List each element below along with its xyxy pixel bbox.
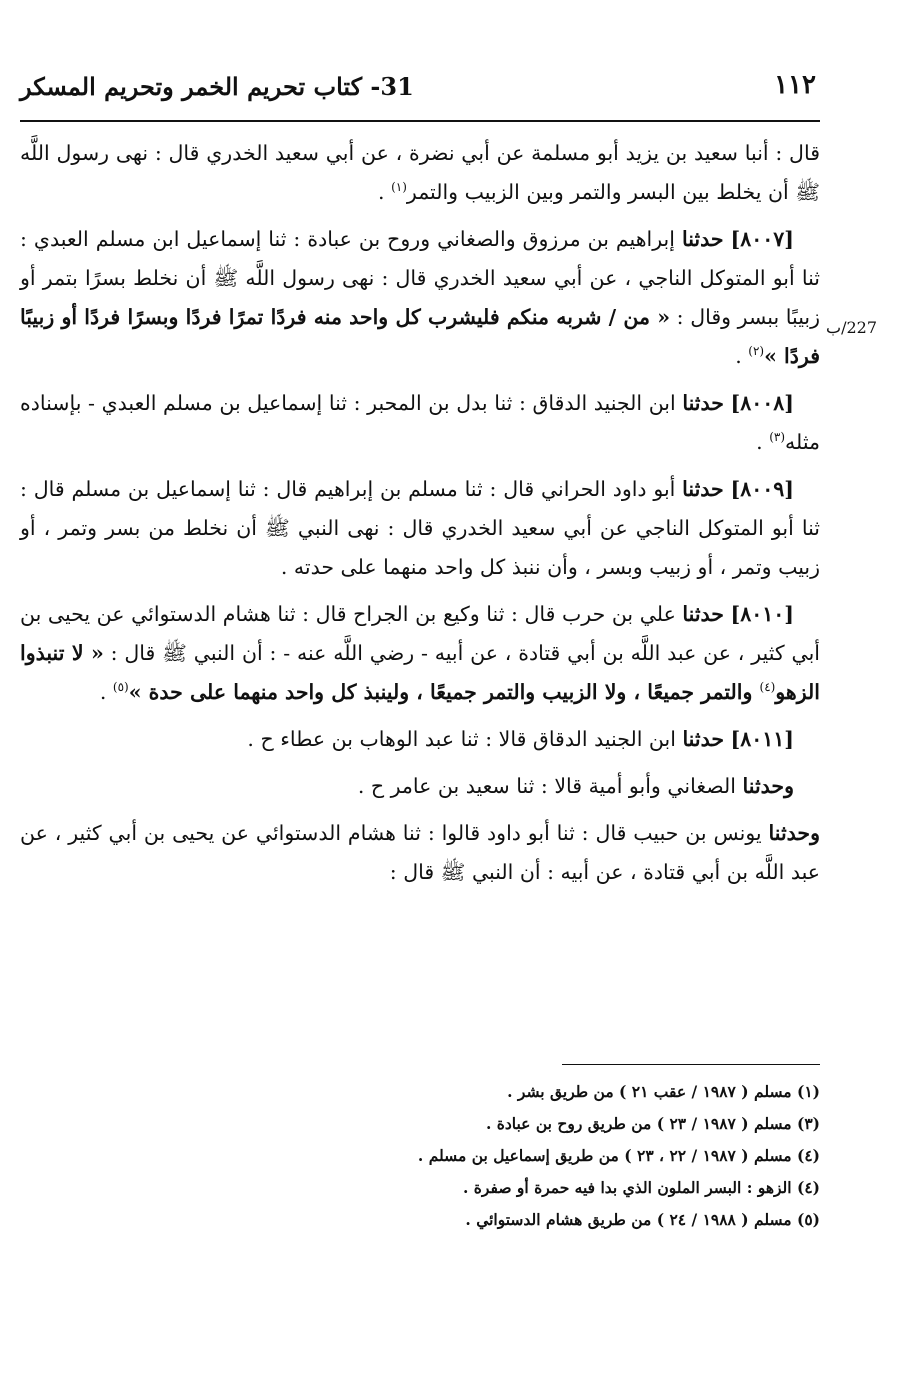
hadith-number: [٨٠٠٧] [730, 227, 794, 251]
hadith-text: ابن الجنيد الدقاق قالا : ثنا عبد الوهاب بن عطاء ح . [247, 727, 683, 751]
hadith-text: ابن الجنيد الدقاق : ثنا بدل بن المحبر : ثنا إسماعيل بن مسلم العبدي - بإسناده مثله [20, 391, 820, 454]
hadith-text: أبو داود الحراني قال : ثنا مسلم بن إبراهيم قال : ثنا إسماعيل بن مسلم قال : ثنا أبو المتوكل الناجي عن أبي سعيد الخدري قال : نهى النبي ﷺ أن نخلط من بسر وتمر ، أو زبيب وتمر ، أو زبيب وبسر ، وأن ننبذ كل واحد منهما على حدته . [20, 477, 820, 579]
paragraph-end: . [756, 430, 770, 454]
haddatha-word: وحدثنا [768, 821, 820, 845]
haddatha-word: وحدثنا [742, 774, 794, 798]
footnote-ref: (٥) [112, 680, 129, 695]
footnote: (٤) الزهو : البسر الملون الذي بدا فيه حمرة أو صفرة . [463, 1178, 820, 1197]
isnad-line-3 [20, 814, 820, 892]
hadith-text: الصغاني وأبو أمية قالا : ثنا سعيد بن عامر ح . [357, 774, 743, 798]
paragraph-intro [20, 134, 820, 212]
haddatha-word: حدثنا [682, 602, 724, 626]
hadith-quote: « لا تنبذوا الزهو [20, 641, 820, 704]
hadith-number: [٨٠١١] [730, 727, 794, 751]
haddatha-word: حدثنا [682, 477, 724, 501]
paragraph-text: قال : أنبا سعيد بن يزيد أبو مسلمة عن أبي نضرة ، عن أبي سعيد الخدري قال : نهى رسول اللَّه ﷺ أن يخلط بين البسر والتمر وبين الزبيب والتمر [20, 141, 820, 204]
hadith-8009 [20, 470, 820, 587]
hadith-8008 [20, 384, 820, 462]
paragraph-end: . [735, 344, 749, 368]
haddatha-word: حدثنا [682, 727, 725, 751]
footnote-ref: (٣) [769, 430, 786, 445]
footnote: (٤) مسلم ( ١٩٨٧ / ٢٢ ، ٢٣ ) من طريق إسماعيل بن مسلم . [417, 1146, 820, 1165]
footnote-ref: (١) [391, 180, 407, 195]
hadith-8007 [20, 220, 820, 376]
hadith-number: [٨٠١٠] [730, 602, 794, 626]
footnote-ref: (٢) [748, 344, 765, 359]
hadith-number: [٨٠٠٩] [730, 477, 794, 501]
hadith-8010 [20, 595, 820, 712]
hadith-text: علي بن حرب قال : ثنا وكيع بن الجراح قال : ثنا هشام الدستوائي عن يحيى بن أبي كثير ، عن عبد اللَّه بن أبي قتادة ، عن أبيه - رضي اللَّه عنه - : أن النبي ﷺ قال : [20, 602, 820, 665]
hadith-8011 [20, 720, 820, 759]
header-rule [20, 120, 820, 122]
footnote-ref: (٤) [759, 680, 776, 695]
paragraph-end: . [378, 180, 392, 204]
hadith-text: يونس بن حبيب قال : ثنا أبو داود قالوا : ثنا هشام الدستوائي عن يحيى بن أبي كثير ، عن عبد اللَّه بن أبي قتادة ، عن أبيه : أن النبي ﷺ قال : [20, 821, 820, 884]
hadith-number: [٨٠٠٨] [730, 391, 794, 415]
page-header [20, 64, 820, 114]
footnotes [20, 1076, 820, 1236]
footnote: (٣) مسلم ( ١٩٨٧ / ٢٣ ) من طريق روح بن عبادة . [485, 1114, 820, 1133]
main-text [20, 134, 820, 900]
page-number: ١١٢ [774, 70, 816, 100]
margin-folio-note: 227/ب [826, 318, 877, 337]
footnote: (١) مسلم ( ١٩٨٧ / عقب ٢١ ) من طريق بشر . [507, 1082, 820, 1101]
hadith-text: إبراهيم بن مرزوق والصغاني وروح بن عبادة : ثنا إسماعيل ابن مسلم العبدي : ثنا أبو المتوكل الناجي ، عن أبي سعيد الخدري قال : نهى رسول اللَّه ﷺ أن نخلط بسرًا بتمر أو زبيبًا ببسر وقال : [20, 227, 821, 329]
footnote-separator [562, 1064, 820, 1065]
hadith-quote-continued: والتمر جميعًا ، ولا الزبيب والتمر جميعًا ، ولينبذ كل واحد منهما على حدة » [128, 680, 760, 704]
hadith-quote: « من / شربه منكم فليشرب كل واحد منه فردًا تمرًا فردًا وبسرًا فردًا أو زبيبًا فردًا » [20, 305, 820, 368]
chapter-title: 31- كتاب تحريم الخمر وتحريم المسكر [20, 72, 414, 101]
haddatha-word: حدثنا [682, 391, 724, 415]
isnad-line-2 [20, 767, 820, 806]
haddatha-word: حدثنا [681, 227, 724, 251]
paragraph-end: . [99, 680, 113, 704]
footnote: (٥) مسلم ( ١٩٨٨ / ٢٤ ) من طريق هشام الدستوائي . [465, 1210, 820, 1229]
